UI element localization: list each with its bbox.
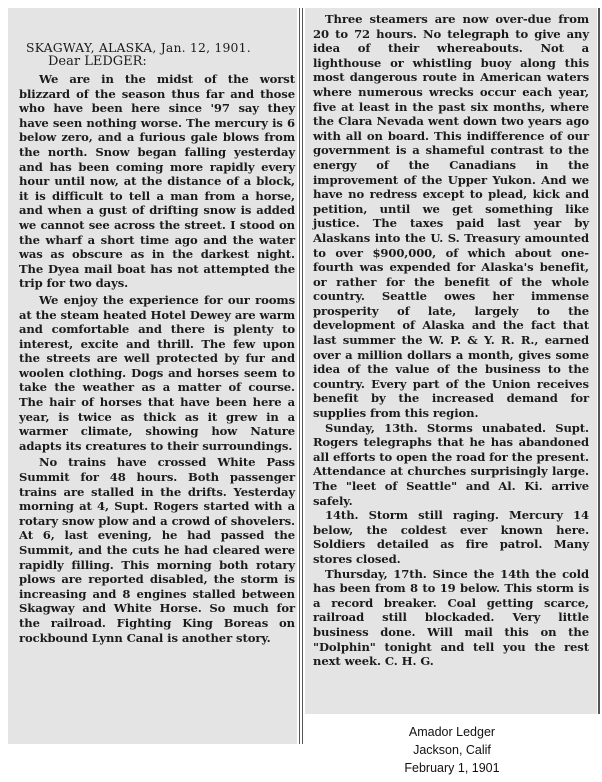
caption-newspaper: Amador Ledger (408, 725, 496, 739)
column-border (598, 8, 600, 714)
paragraph-trains: No trains have crossed White Pass Summit for 48 hours. Both passenger trains are stalled in the drifts. Yesterday morning at 4, Supt. Rogers started with a rotary snow plow and a crowd of shovelers. At 6, last evening, he had passed the Summit, and the cuts he had cleared were rapidly filling. This morning both rotary plows are reported disabled, the storm is increasing and 8 engines stalled between Skagway and White Horse. So much for the railroad. Fighting King Boreas on rockbound Lynn Canal is another story. (19, 455, 295, 645)
caption-date: February 1, 1901 (404, 761, 500, 775)
column-rule (299, 8, 303, 744)
paragraph-thursday: Thursday, 17th. Since the 14th the cold has been from 8 to 19 below. This storm is a record breaker. Coal getting scarce, railroad still blockaded. Very little business done. Will mail this on the "Dolphin" tonight and tell you the rest next week. C. H. G. (313, 566, 589, 669)
paragraph-sunday: Sunday, 13th. Storms unabated. Supt. Rogers telegraphs that he has abandoned all efforts to open the road for the present. Attendance at churches surprisingly large. The "leet of Seattle" and Al. Ki. arrive safely. (313, 420, 589, 508)
right-column (305, 8, 597, 714)
paragraph-steamers: Three steamers are now over-due from 20 to 72 hours. No telegraph to give any idea of their whereabouts. Not a lighthouse or whistling buoy along this most dangerous route in American waters where numerous wrecks occur each year, five at least in the past six months, where the Clara Nevada went down two years ago with all on board. This indifference of our government is a shameful contrast to the energy of the Canadians in the improvement of the Upper Yukon. And we have no redress except to plead, kick and petition, until we get something like justice. The taxes paid last year by Alaskans into the U. S. Treasury amounted to over $900,000, of which about one-fourth was expended for Alaska's benefit, or rather for the benefit of the whole country. Seattle owes her immense prosperity of late, largely to the development of Alaska and the fact that last summer the W. P. & Y. R. R., earned over a million dollars a month, gives some idea of the value of the business to the country. Every part of the Union receives benefit by the increased demand for supplies from this region. (313, 12, 589, 421)
source-caption (377, 723, 527, 777)
paragraph-14th: 14th. Storm still raging. Mercury 14 below, the coldest ever known here. Soldiers detailed as fire patrol. Many stores closed. (313, 508, 589, 566)
dateline: SKAGWAY, ALASKA, Jan. 12, 1901. (26, 40, 251, 55)
paragraph-hotel-dewey: We enjoy the experience for our rooms at the steam heated Hotel Dewey are warm and comfortable and there is plenty to interest, excite and thrill. The few upon the streets are well protected by fur and woolen clothing. Dogs and horses seem to take the weather as a matter of course. The hair of horses that have been here a year, is twice as thick as it grew in a warmer climate, showing how Nature adapts its creatures to their surroundings. (19, 292, 295, 453)
salutation: Dear LEDGER: (48, 54, 147, 69)
paragraph-blizzard: We are in the midst of the worst blizzard of the season thus far and those who have been here since '97 say they have seen nothing worse. The mercury is 6 below zero, and a furious gale blows from the north. Snow began falling yesterday and has been coming more rapidly every hour until now, at the distance of a block, it is difficult to tell a man from a horse, and when a gust of drifting snow is added we cannot see across the street. I stood on the wharf a short time ago and the water was as obscure as in the darkest night. The Dyea mail boat has not attempted the trip for two days. (19, 72, 295, 291)
caption-location: Jackson, Calif (413, 743, 491, 757)
left-column-text (8, 8, 297, 744)
